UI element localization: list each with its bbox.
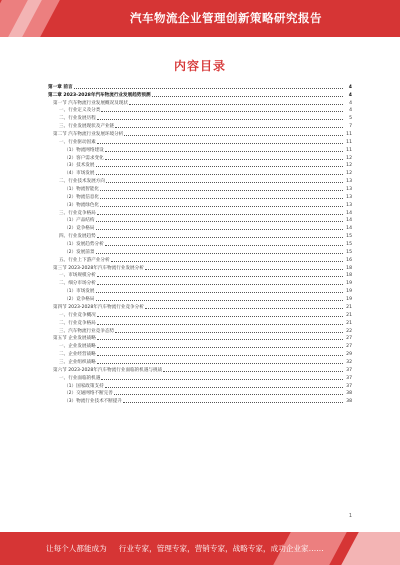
toc-entry-page: 21 [346, 320, 352, 326]
toc-entry[interactable] [48, 373, 352, 381]
toc-entry-page: 18 [346, 273, 352, 279]
toc-entry-page: 11 [346, 139, 352, 145]
toc-entry-page: 21 [346, 304, 352, 310]
toc-leader-dots [114, 391, 343, 395]
toc-entry-label: 三、行业发展现状及产业链 [59, 124, 115, 130]
toc-leader-dots [163, 368, 343, 372]
footer-role: 成功企业家…… [270, 544, 324, 553]
page-number: 1 [348, 513, 352, 519]
toc-entry-page: 19 [346, 281, 352, 287]
toc-entry[interactable] [48, 216, 352, 224]
toc-entry-label: 第五节 企业发展战略 [53, 336, 96, 342]
toc-entry[interactable] [48, 286, 352, 294]
toc-entry[interactable] [48, 381, 352, 389]
toc-entry[interactable] [48, 247, 352, 255]
toc-entry-label: 第一章 前言 [48, 84, 73, 90]
toc-leader-dots [145, 266, 343, 270]
toc-entry[interactable] [48, 341, 352, 349]
toc-entry-label: 第六节 2023-2028年汽车物流行业面临的机遇与挑战 [53, 367, 163, 373]
toc-entry-label: （1）产品结构 [64, 218, 95, 224]
toc-leader-dots [97, 336, 343, 340]
toc-entry-label: （2）竞争格局 [64, 297, 95, 303]
toc-leader-dots [124, 132, 343, 136]
toc-entry-page: 22 [346, 328, 352, 334]
toc-entry-page: 38 [346, 399, 352, 405]
toc-entry[interactable] [48, 271, 352, 279]
toc-entry-label: 三、行业竞争格局 [59, 210, 96, 216]
toc-entry[interactable] [48, 208, 352, 216]
toc-entry-label: 二、细分市场分析 [59, 281, 96, 287]
toc-entry-label: 第二章 2023-2028年汽车物流行业发展趋势预测 [48, 92, 151, 98]
toc-entry[interactable] [48, 153, 352, 161]
toc-leader-dots [105, 156, 343, 160]
toc-entry-label: 第四节 2023-2028年汽车物流行业竞争分析 [53, 304, 144, 310]
toc-entry-label: 五、行业上下游产业分析 [59, 257, 110, 263]
toc-entry-label: 二、企业经营战略 [59, 352, 96, 358]
toc-leader-dots [97, 321, 343, 325]
toc-entry[interactable] [48, 255, 352, 263]
toc-entry-label: 一、企业发展战略 [59, 344, 96, 350]
toc-leader-dots [100, 187, 343, 191]
toc-entry[interactable] [48, 113, 352, 121]
toc-entry[interactable] [48, 90, 352, 98]
toc-entry-label: 第二节 汽车物流行业发展环境分析 [53, 132, 124, 138]
toc-entry-label: 三、企业组织战略 [59, 359, 96, 365]
toc-leader-dots [96, 218, 344, 222]
toc-entry-label: （3）物流行业技术不断提升 [64, 399, 123, 405]
toc-entry-page: 15 [346, 242, 352, 248]
toc-entry-page: 19 [346, 289, 352, 295]
report-header [0, 0, 400, 37]
toc-entry-page: 37 [346, 375, 352, 381]
toc-entry-label: （1）物流网络建设 [64, 147, 104, 153]
toc-entry-page: 16 [346, 257, 352, 263]
toc-entry[interactable] [48, 334, 352, 342]
toc-entry-label: 一、市场规模分析 [59, 273, 96, 279]
toc-entry[interactable] [48, 223, 352, 231]
toc-heading: 内容目录 [173, 59, 226, 73]
toc-entry[interactable] [48, 200, 352, 208]
toc-entry-page: 27 [346, 336, 352, 342]
toc-entry[interactable] [48, 106, 352, 114]
toc-entry-label: （2）客户需求变化 [64, 155, 104, 161]
toc-entry-label: 第三节 2023-2028年汽车物流行业发展分析 [53, 265, 144, 271]
toc-entry[interactable] [48, 396, 352, 404]
toc-leader-dots [100, 195, 343, 199]
toc-leader-dots [101, 376, 343, 380]
footer-slogan: 让每个人都能成为 行业专家，管理专家，营销专家，战略专家，成功企业家…… [46, 544, 324, 553]
toc-leader-dots [115, 329, 343, 333]
toc-entry-label: （4）市场发展 [64, 171, 95, 177]
toc-entry-page: 14 [346, 210, 352, 216]
toc-leader-dots [105, 148, 343, 152]
toc-leader-dots [115, 124, 343, 128]
toc-entry-page: 14 [346, 226, 352, 232]
toc-entry[interactable] [48, 278, 352, 286]
toc-entry[interactable] [48, 184, 352, 192]
toc-leader-dots [96, 289, 344, 293]
toc-leader-dots [97, 313, 343, 317]
toc-leader-dots [97, 234, 343, 238]
toc-entry-label: 四、行业发展趋势 [59, 234, 96, 240]
footer-role: 营销专家 [194, 544, 226, 553]
toc-entry-page: 14 [346, 218, 352, 224]
toc-entry-label: 一、行业面临的机遇 [59, 375, 101, 381]
toc-entry[interactable] [48, 98, 352, 106]
toc-entry-page: 12 [346, 163, 352, 169]
toc-entry-label: （3）技术发展 [64, 163, 95, 169]
toc-entry-page: 15 [346, 234, 352, 240]
toc-leader-dots [96, 226, 344, 230]
toc-entry-page: 27 [346, 344, 352, 350]
toc-entry-page: 13 [346, 194, 352, 200]
toc-leader-dots [96, 297, 344, 301]
toc-entry[interactable] [48, 145, 352, 153]
footer-role: 管理专家 [156, 544, 188, 553]
toc-leader-dots [145, 305, 343, 309]
toc-entry[interactable] [48, 82, 352, 90]
toc-entry[interactable] [48, 239, 352, 247]
toc-entry[interactable] [48, 192, 352, 200]
toc-entry-page: 11 [346, 132, 352, 138]
toc-leader-dots [97, 140, 343, 144]
toc-entry-page: 4 [348, 84, 352, 90]
toc-entry[interactable] [48, 310, 352, 318]
toc-entry-page: 13 [346, 179, 352, 185]
toc-entry-label: 一、行业竞争概况 [59, 312, 96, 318]
toc-entry-page: 18 [346, 265, 352, 271]
toc-entry-label: 一、行业定义及分类 [59, 108, 101, 114]
toc-leader-dots [105, 242, 343, 246]
report-title: 汽车物流企业管理创新策略研究报告 [130, 11, 322, 25]
toc-entry[interactable] [48, 168, 352, 176]
toc-entry[interactable] [48, 137, 352, 145]
toc-entry[interactable] [48, 302, 352, 310]
toc-entry-label: （2）发展前景 [64, 249, 95, 255]
toc-leader-dots [97, 352, 343, 356]
toc-entry-label: （2）交通网络不断完善 [64, 391, 113, 397]
toc-entry-page: 37 [346, 367, 352, 373]
footer-slogan-intro: 让每个人都能成为 [46, 544, 107, 553]
toc-leader-dots [96, 171, 344, 175]
toc-leader-dots [101, 108, 343, 112]
toc-entry[interactable] [48, 389, 352, 397]
toc-entry-page: 12 [346, 155, 352, 161]
toc-entry[interactable] [48, 121, 352, 129]
toc-entry-page: 5 [349, 116, 352, 122]
toc-entry-label: 二、行业发展历程 [59, 116, 96, 122]
toc-entry-label: 二、行业技术发展方向 [59, 179, 105, 185]
toc-entry-page: 13 [346, 187, 352, 193]
toc-entry-page: 37 [346, 383, 352, 389]
toc-entry-page: 21 [346, 312, 352, 318]
toc-entry-label: （1）发展趋势分析 [64, 242, 104, 248]
toc-entry-page: 13 [346, 202, 352, 208]
footer-decor-stripe-light [341, 532, 400, 565]
toc-entry-label: （2）物流信息化 [64, 194, 100, 200]
toc-leader-dots [97, 211, 343, 215]
toc-leader-dots [97, 273, 343, 277]
toc-entry[interactable] [48, 176, 352, 184]
toc-leader-dots [152, 93, 343, 97]
toc-entry-label: （2）竞争格局 [64, 226, 95, 232]
toc-entry-page: 32 [346, 359, 352, 365]
toc-entry-page: 11 [346, 147, 352, 153]
toc-leader-dots [100, 203, 343, 207]
toc-entry-page: 38 [346, 391, 352, 397]
toc-leader-dots [129, 101, 343, 105]
toc-entry-page: 7 [349, 124, 352, 130]
toc-entry-page: 19 [346, 297, 352, 303]
toc-entry[interactable] [48, 365, 352, 373]
toc-entry-label: 一、行业驱动因素 [59, 139, 96, 145]
toc-leader-dots [96, 250, 344, 254]
footer-role: 行业专家 [118, 544, 150, 553]
toc-entry-page: 12 [346, 171, 352, 177]
toc-leader-dots [96, 163, 344, 167]
toc-entry[interactable] [48, 161, 352, 169]
toc-entry[interactable] [48, 357, 352, 365]
toc-leader-dots [123, 399, 343, 403]
toc-entry[interactable] [48, 349, 352, 357]
toc-entry-page: 15 [346, 249, 352, 255]
toc-leader-dots [97, 116, 343, 120]
toc-entry[interactable] [48, 129, 352, 137]
toc-entry-label: 第一节 汽车物流行业发展概况及现状 [53, 100, 128, 106]
footer-role: 战略专家 [232, 544, 264, 553]
toc-entry-page: 4 [348, 92, 352, 98]
toc-entry[interactable] [48, 231, 352, 239]
toc-leader-dots [111, 258, 343, 262]
toc-entry-label: 三、汽车物流行业竞争态势 [59, 328, 115, 334]
toc-entry-page: 4 [349, 108, 352, 114]
table-of-contents [48, 82, 352, 404]
toc-leader-dots [74, 85, 343, 89]
toc-entry[interactable] [48, 318, 352, 326]
toc-entry-label: 二、行业竞争格局 [59, 320, 96, 326]
toc-entry-label: （1）国家政策支持 [64, 383, 104, 389]
toc-leader-dots [106, 179, 343, 183]
report-footer [0, 532, 400, 565]
toc-leader-dots [97, 281, 343, 285]
toc-entry[interactable] [48, 263, 352, 271]
toc-entry-label: （3）物流绿色化 [64, 202, 100, 208]
toc-entry[interactable] [48, 294, 352, 302]
toc-leader-dots [97, 344, 343, 348]
toc-entry-label: （1）物流智能化 [64, 187, 100, 193]
toc-leader-dots [105, 384, 343, 388]
toc-entry-page: 29 [346, 352, 352, 358]
toc-entry-label: （1）市场发展 [64, 289, 95, 295]
toc-leader-dots [97, 360, 343, 364]
toc-entry[interactable] [48, 326, 352, 334]
toc-entry-page: 4 [349, 100, 352, 106]
